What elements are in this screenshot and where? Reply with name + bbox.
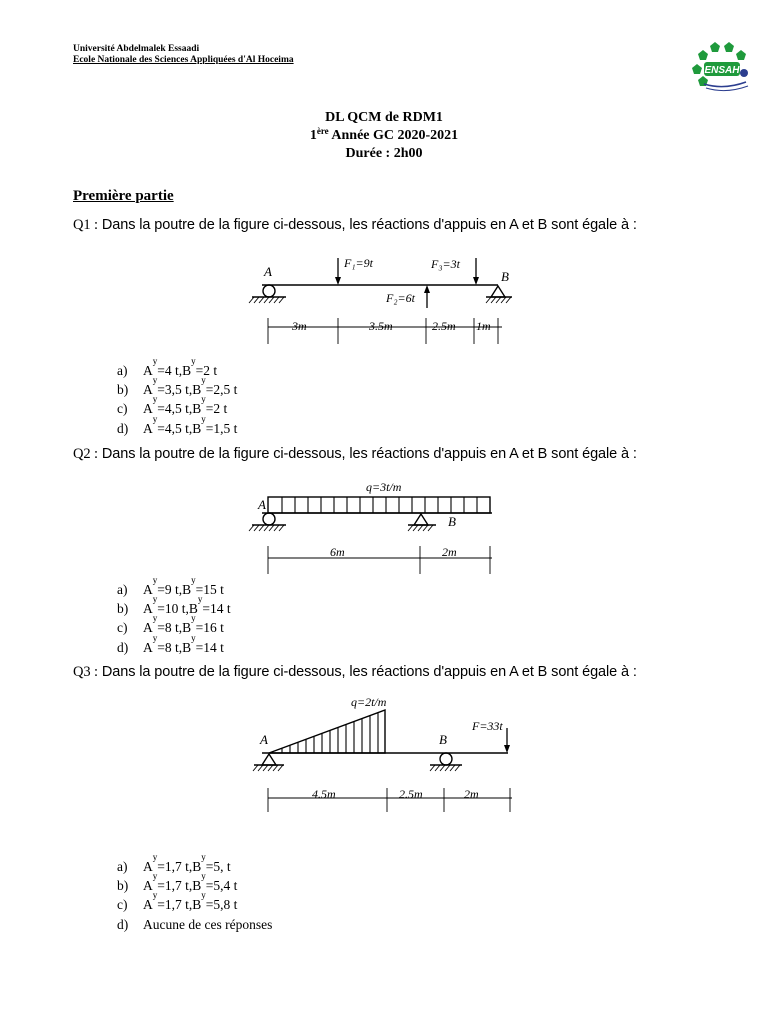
label-f: F=33t bbox=[472, 719, 503, 733]
option-c[interactable]: c) A y = 8 t , B y = 16 t bbox=[117, 613, 224, 636]
force-f1-arrow bbox=[335, 258, 341, 285]
ensah-logo bbox=[684, 40, 752, 95]
dim-3: 2m bbox=[464, 787, 479, 801]
question-1: Q1 : Dans la poutre de la figure ci-dessous, les réactions d'appuis en A et B sont égale à : bbox=[73, 217, 637, 233]
label-a: A bbox=[260, 732, 268, 747]
triangular-load bbox=[269, 710, 385, 753]
dim-2: 3.5m bbox=[369, 319, 393, 333]
question-3: Q3 : Dans la poutre de la figure ci-dessous, les réactions d'appuis en A et B sont égale à : bbox=[73, 664, 637, 680]
dim-4: 1m bbox=[476, 319, 491, 333]
dim-1: 3m bbox=[292, 319, 307, 333]
pin-support-b bbox=[414, 514, 428, 525]
option-a[interactable]: a) A y = 1,7 t , B y = 5, t bbox=[117, 852, 231, 874]
force-f-arrow bbox=[504, 728, 510, 753]
q1-options bbox=[117, 356, 238, 438]
option-b[interactable]: b) A y = 1,7 t , B y = 5,4 t bbox=[117, 871, 238, 894]
roller-support-b bbox=[440, 753, 452, 765]
option-b[interactable]: b) A y = 3,5 t , B y = 2,5 t bbox=[117, 375, 238, 398]
question-2: Q2 : Dans la poutre de la figure ci-dessous, les réactions d'appuis en A et B sont égale à : bbox=[73, 446, 637, 462]
section-title: Première partie bbox=[73, 188, 174, 204]
q1-beam-figure bbox=[240, 252, 530, 348]
doc-year: 1ère Année GC 2020-2021 bbox=[309, 126, 459, 143]
pin-support-a bbox=[262, 754, 276, 765]
dim-3: 2.5m bbox=[432, 319, 456, 333]
option-d[interactable]: d) A y = 4,5 t , B y = 1,5 t bbox=[117, 413, 238, 436]
label-f3: F₃=3t bbox=[431, 257, 460, 271]
option-d[interactable]: d) A y = 8 t , B y = 14 t bbox=[117, 632, 224, 655]
roller-support-a bbox=[263, 513, 275, 525]
q2-options bbox=[117, 575, 231, 657]
distributed-load-block bbox=[268, 497, 490, 513]
label-a: A bbox=[264, 264, 272, 279]
label-f2: F₂=6t bbox=[386, 291, 415, 305]
option-d[interactable]: d) Aucune de ces réponses bbox=[117, 916, 273, 932]
q2-beam-figure bbox=[240, 478, 510, 576]
pin-support-b bbox=[491, 286, 505, 297]
option-a[interactable]: a) A y = 4 t , B y = 2 t bbox=[117, 356, 218, 378]
option-b[interactable]: b) A y = 10 t , B y = 14 t bbox=[117, 594, 231, 617]
option-c[interactable]: c) A y = 4,5 t , B y = 2 t bbox=[117, 394, 228, 417]
label-b: B bbox=[448, 514, 456, 529]
label-q: q=2t/m bbox=[351, 695, 387, 709]
label-f1: F₁=9t bbox=[344, 256, 373, 270]
force-f2-arrow bbox=[424, 285, 430, 308]
q3-options bbox=[117, 852, 273, 934]
dim-2: 2m bbox=[442, 545, 457, 559]
label-b: B bbox=[501, 269, 509, 284]
force-f3-arrow bbox=[473, 258, 479, 285]
dim-1: 4.5m bbox=[312, 787, 336, 801]
doc-title: DL QCM de RDM1 bbox=[325, 110, 443, 125]
dim-1: 6m bbox=[330, 545, 345, 559]
option-c[interactable]: c) A y = 1,7 t , B y = 5,8 t bbox=[117, 890, 238, 913]
label-b: B bbox=[439, 732, 447, 747]
q3-beam-figure bbox=[240, 692, 530, 816]
university-name: Université Abdelmalek Essaadi bbox=[73, 44, 200, 54]
roller-support-a bbox=[263, 285, 275, 297]
label-a: A bbox=[258, 497, 266, 512]
option-a[interactable]: a) A y = 9 t , B y = 15 t bbox=[117, 575, 224, 597]
label-q: q=3t/m bbox=[366, 480, 402, 494]
logo-text: ENSAH bbox=[704, 65, 740, 76]
dim-2: 2.5m bbox=[399, 787, 423, 801]
doc-duration: Durée : 2h00 bbox=[345, 146, 423, 161]
school-name: Ecole Nationale des Sciences Appliquées d'Al Hoceima bbox=[73, 55, 294, 65]
